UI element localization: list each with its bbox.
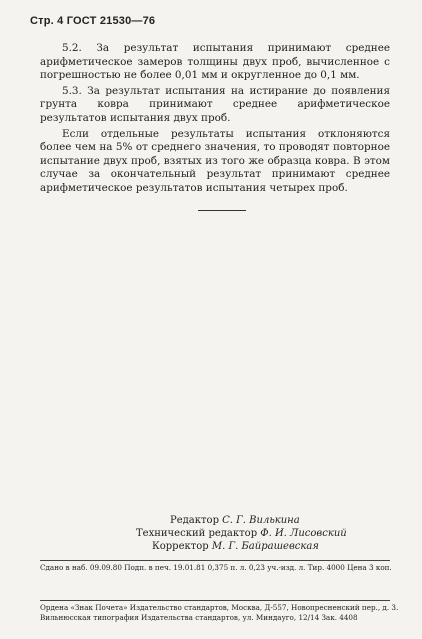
section-divider <box>198 210 246 211</box>
publisher-line: Ордена «Знак Почета» Издательство стандартов, Москва, Д-557, Новопресненский пер., д. 3. <box>40 603 399 612</box>
editor-name: С. Г. Вилькина <box>222 515 300 526</box>
paragraph-retest: Если отдельные результаты испытания отклоняются более чем на 5% от среднего значения, то проводят повторное испытание двух проб, взятых из того же образца ковра. В этом случае за окончательный результат принимают среднее арифметическое результатов испытания четырех проб. <box>40 127 390 194</box>
proofreader-name: М. Г. Байрашевская <box>211 541 319 552</box>
tech-editor-name: Ф. И. Лисовский <box>260 528 347 539</box>
editor-role: Редактор <box>170 515 219 526</box>
tech-editor-role: Технический редактор <box>136 528 258 539</box>
body-text <box>40 42 390 198</box>
imprint-publisher <box>40 603 400 622</box>
tech-editor-line <box>120 527 390 540</box>
proofreader-line <box>120 540 390 553</box>
credits-block <box>120 514 390 553</box>
imprint-print-data: Сдано в наб. 09.09.80 Подп. в печ. 19.01.81 0,375 п. л. 0,23 уч.-изд. л. Тир. 4000 Цена 3 коп. <box>40 563 392 572</box>
editor-line <box>120 514 390 527</box>
printer-line: Вильнюсская типография Издательства стандартов, ул. Миндауго, 12/14 Зак. 4408 <box>40 612 358 622</box>
page-header: Стр. 4 ГОСТ 21530—76 <box>30 15 156 27</box>
paragraph-5-2: 5.2. За результат испытания принимают среднее арифметическое замеров толщины двух проб, вычисленное с погрешностью не более 0,01 мм и округленное до 0,1 мм. <box>40 42 390 82</box>
paragraph-5-3: 5.3. За результат испытания на истирание до появления грунта ковра принимают среднее арифметическое результатов испытания двух проб. <box>40 84 390 124</box>
imprint-divider-bottom <box>40 600 390 601</box>
proofreader-role: Корректор <box>152 541 209 552</box>
imprint-divider-top <box>40 560 390 561</box>
